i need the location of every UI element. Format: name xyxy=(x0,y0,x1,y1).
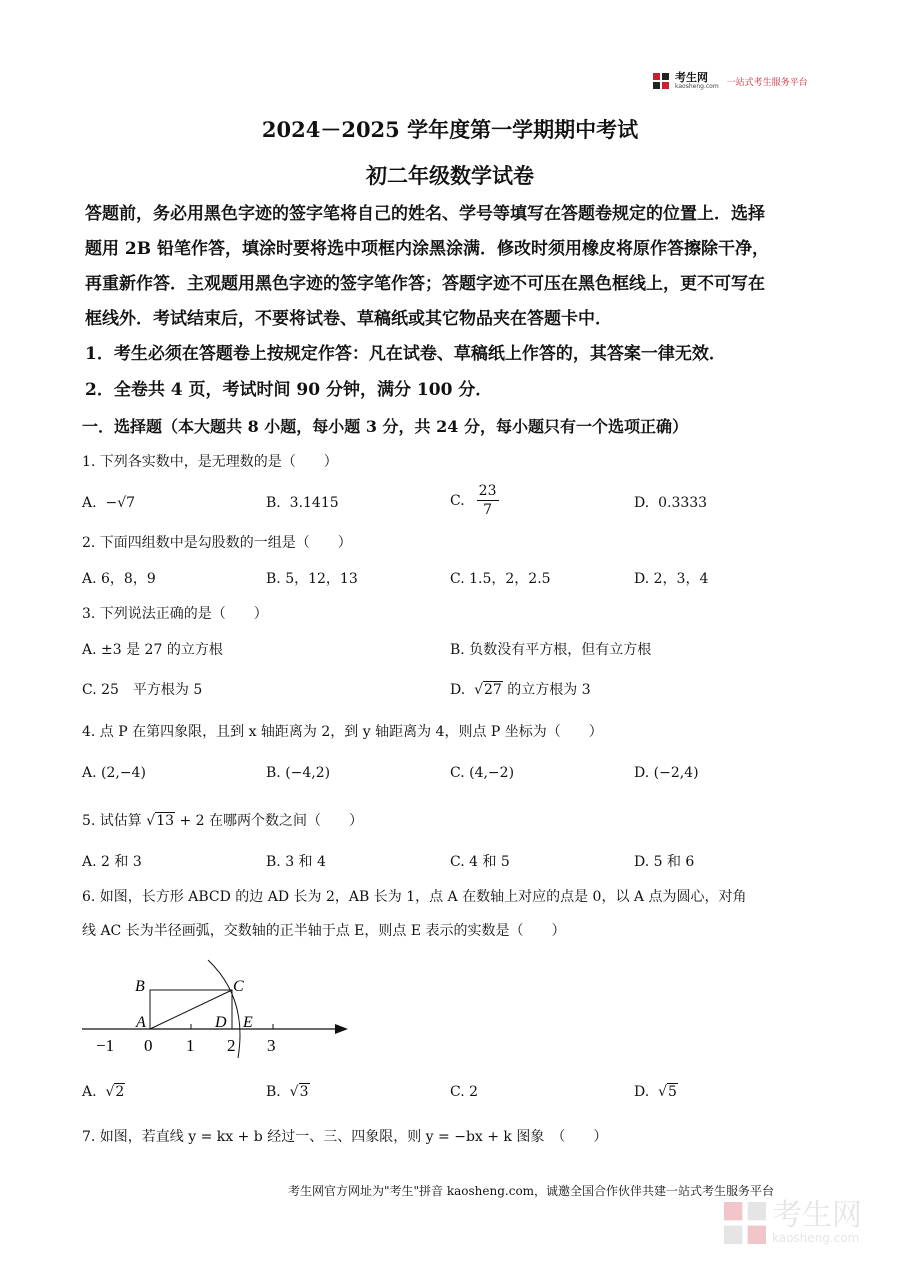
question-2-stem: 2. 下面四组数中是勾股数的一组是（ ） xyxy=(82,535,352,551)
q3-option-d: D. √27 的立方根为 3 xyxy=(450,682,591,698)
question-4-stem: 4. 点 P 在第四象限，且到 x 轴距离为 2，到 y 轴距离为 4，则点 P 坐标为（ ） xyxy=(82,724,603,740)
q4-option-c: C. (4,−2) xyxy=(450,765,515,781)
instruction-line-5: 1．考生必须在答题卷上按规定作答：凡在试卷、草稿纸上作答的，其答案一律无效． xyxy=(85,344,726,364)
instruction-line-2: 题用 2B 铅笔作答，填涂时要将选中项框内涂黑涂满．修改时须用橡皮将原作答擦除干净， xyxy=(85,239,770,259)
tick-label-neg1: −1 xyxy=(96,1036,115,1055)
label-a: A xyxy=(136,1014,146,1031)
q3-option-b: B. 负数没有平方根，但有立方根 xyxy=(450,642,652,658)
question-6-line-1: 6. 如图，长方形 ABCD 的边 AD 长为 2，AB 长为 1，点 A 在数轴上对应的点是 0，以 A 点为圆心，对角 xyxy=(82,889,747,905)
watermark-text: 考生网 xyxy=(772,1198,862,1233)
q3-option-c: C. 25 平方根为 5 xyxy=(82,682,203,698)
q6-option-b: B. √3 xyxy=(266,1084,309,1100)
axis-arrow xyxy=(335,1024,348,1034)
q3-option-a: A. ±3 是 27 的立方根 xyxy=(82,642,223,658)
q2-option-a: A. 6，8，9 xyxy=(82,571,156,587)
header-slogan: 一站式考生服务平台 xyxy=(726,77,808,88)
q5-option-d: D. 5 和 6 xyxy=(634,854,695,870)
q5-option-b: B. 3 和 4 xyxy=(266,854,326,870)
instruction-line-3: 再重新作答．主观题用黑色字迹的签字笔作答；答题字迹不可压在黑色框线上，更不可写在 xyxy=(85,274,765,294)
fraction: $\frac{23}{7}$ xyxy=(478,483,497,518)
instruction-line-4: 框线外．考试结束后，不要将试卷、草稿纸或其它物品夹在答题卡中． xyxy=(85,309,612,329)
q6-option-a: A. √2 xyxy=(82,1084,125,1100)
q5-option-c: C. 4 和 5 xyxy=(450,854,510,870)
q1-option-d: D. 0.3333 xyxy=(634,495,708,511)
watermark-logo-icon xyxy=(724,1202,766,1244)
q1-option-b: B. 3.1415 xyxy=(266,495,339,511)
label-c: C xyxy=(233,978,244,995)
question-1-stem: 1. 下列各实数中，是无理数的是（ ） xyxy=(82,454,338,470)
q6-option-d: D. √5 xyxy=(634,1084,677,1100)
q4-option-a: A. (2,−4) xyxy=(82,765,146,781)
q6-number-line-figure xyxy=(80,958,360,1058)
kaosheng-logo-icon xyxy=(653,73,669,89)
q4-option-b: B. (−4,2) xyxy=(266,765,331,781)
q1-option-c: C. $\frac{23}{7}$ xyxy=(450,483,497,518)
q1-option-a: A. −√7 xyxy=(82,495,136,511)
q5-option-a: A. 2 和 3 xyxy=(82,854,142,870)
question-3-stem: 3. 下列说法正确的是（ ） xyxy=(82,606,268,622)
tick-label-2: 2 xyxy=(227,1036,236,1055)
section-heading-choice: 一．选择题（本大题共 8 小题，每小题 3 分，共 24 分，每小题只有一个选项正确） xyxy=(82,417,688,436)
page-footer: 考生网官方网址为"考生"拼音 kaosheng.com，诚邀全国合作伙伴共建一站式考生服务平台 xyxy=(288,1184,775,1198)
tick-label-0: 0 xyxy=(144,1036,153,1055)
brand-name: 考生网 kaosheng.com xyxy=(675,71,719,90)
label-b: B xyxy=(135,978,145,995)
brand-domain: kaosheng.com xyxy=(675,83,719,90)
watermark-sub: kaosheng.com xyxy=(772,1231,860,1245)
tick-label-3: 3 xyxy=(267,1036,276,1055)
label-d: D xyxy=(215,1014,227,1031)
q2-option-d: D. 2，3，4 xyxy=(634,571,709,587)
instruction-line-1: 答题前，务必用黑色字迹的签字笔将自己的姓名、学号等填写在答题卷规定的位置上．选择 xyxy=(85,204,765,224)
exam-subtitle: 初二年级数学试卷 xyxy=(366,163,534,188)
instruction-line-6: 2．全卷共 4 页，考试时间 90 分钟，满分 100 分． xyxy=(85,380,493,400)
label-e: E xyxy=(243,1014,253,1031)
watermark xyxy=(724,1198,862,1245)
question-5-stem: 5. 试估算 √13 + 2 在哪两个数之间（ ） xyxy=(82,813,364,829)
q6-option-c: C. 2 xyxy=(450,1084,479,1100)
question-6-line-2: 线 AC 长为半径画弧，交数轴的正半轴于点 E，则点 E 表示的实数是（ ） xyxy=(82,923,566,939)
question-7-stem: 7. 如图，若直线 y = kx + b 经过一、三、四象限，则 y = −bx + k 图象 （ ） xyxy=(82,1129,608,1145)
q4-option-d: D. (−2,4) xyxy=(634,765,699,781)
q2-option-c: C. 1.5，2，2.5 xyxy=(450,571,551,587)
q2-option-b: B. 5，12，13 xyxy=(266,571,358,587)
header-logo xyxy=(653,72,808,90)
tick-label-1: 1 xyxy=(186,1036,195,1055)
exam-title: 2024－2025 学年度第一学期期中考试 xyxy=(261,117,639,142)
